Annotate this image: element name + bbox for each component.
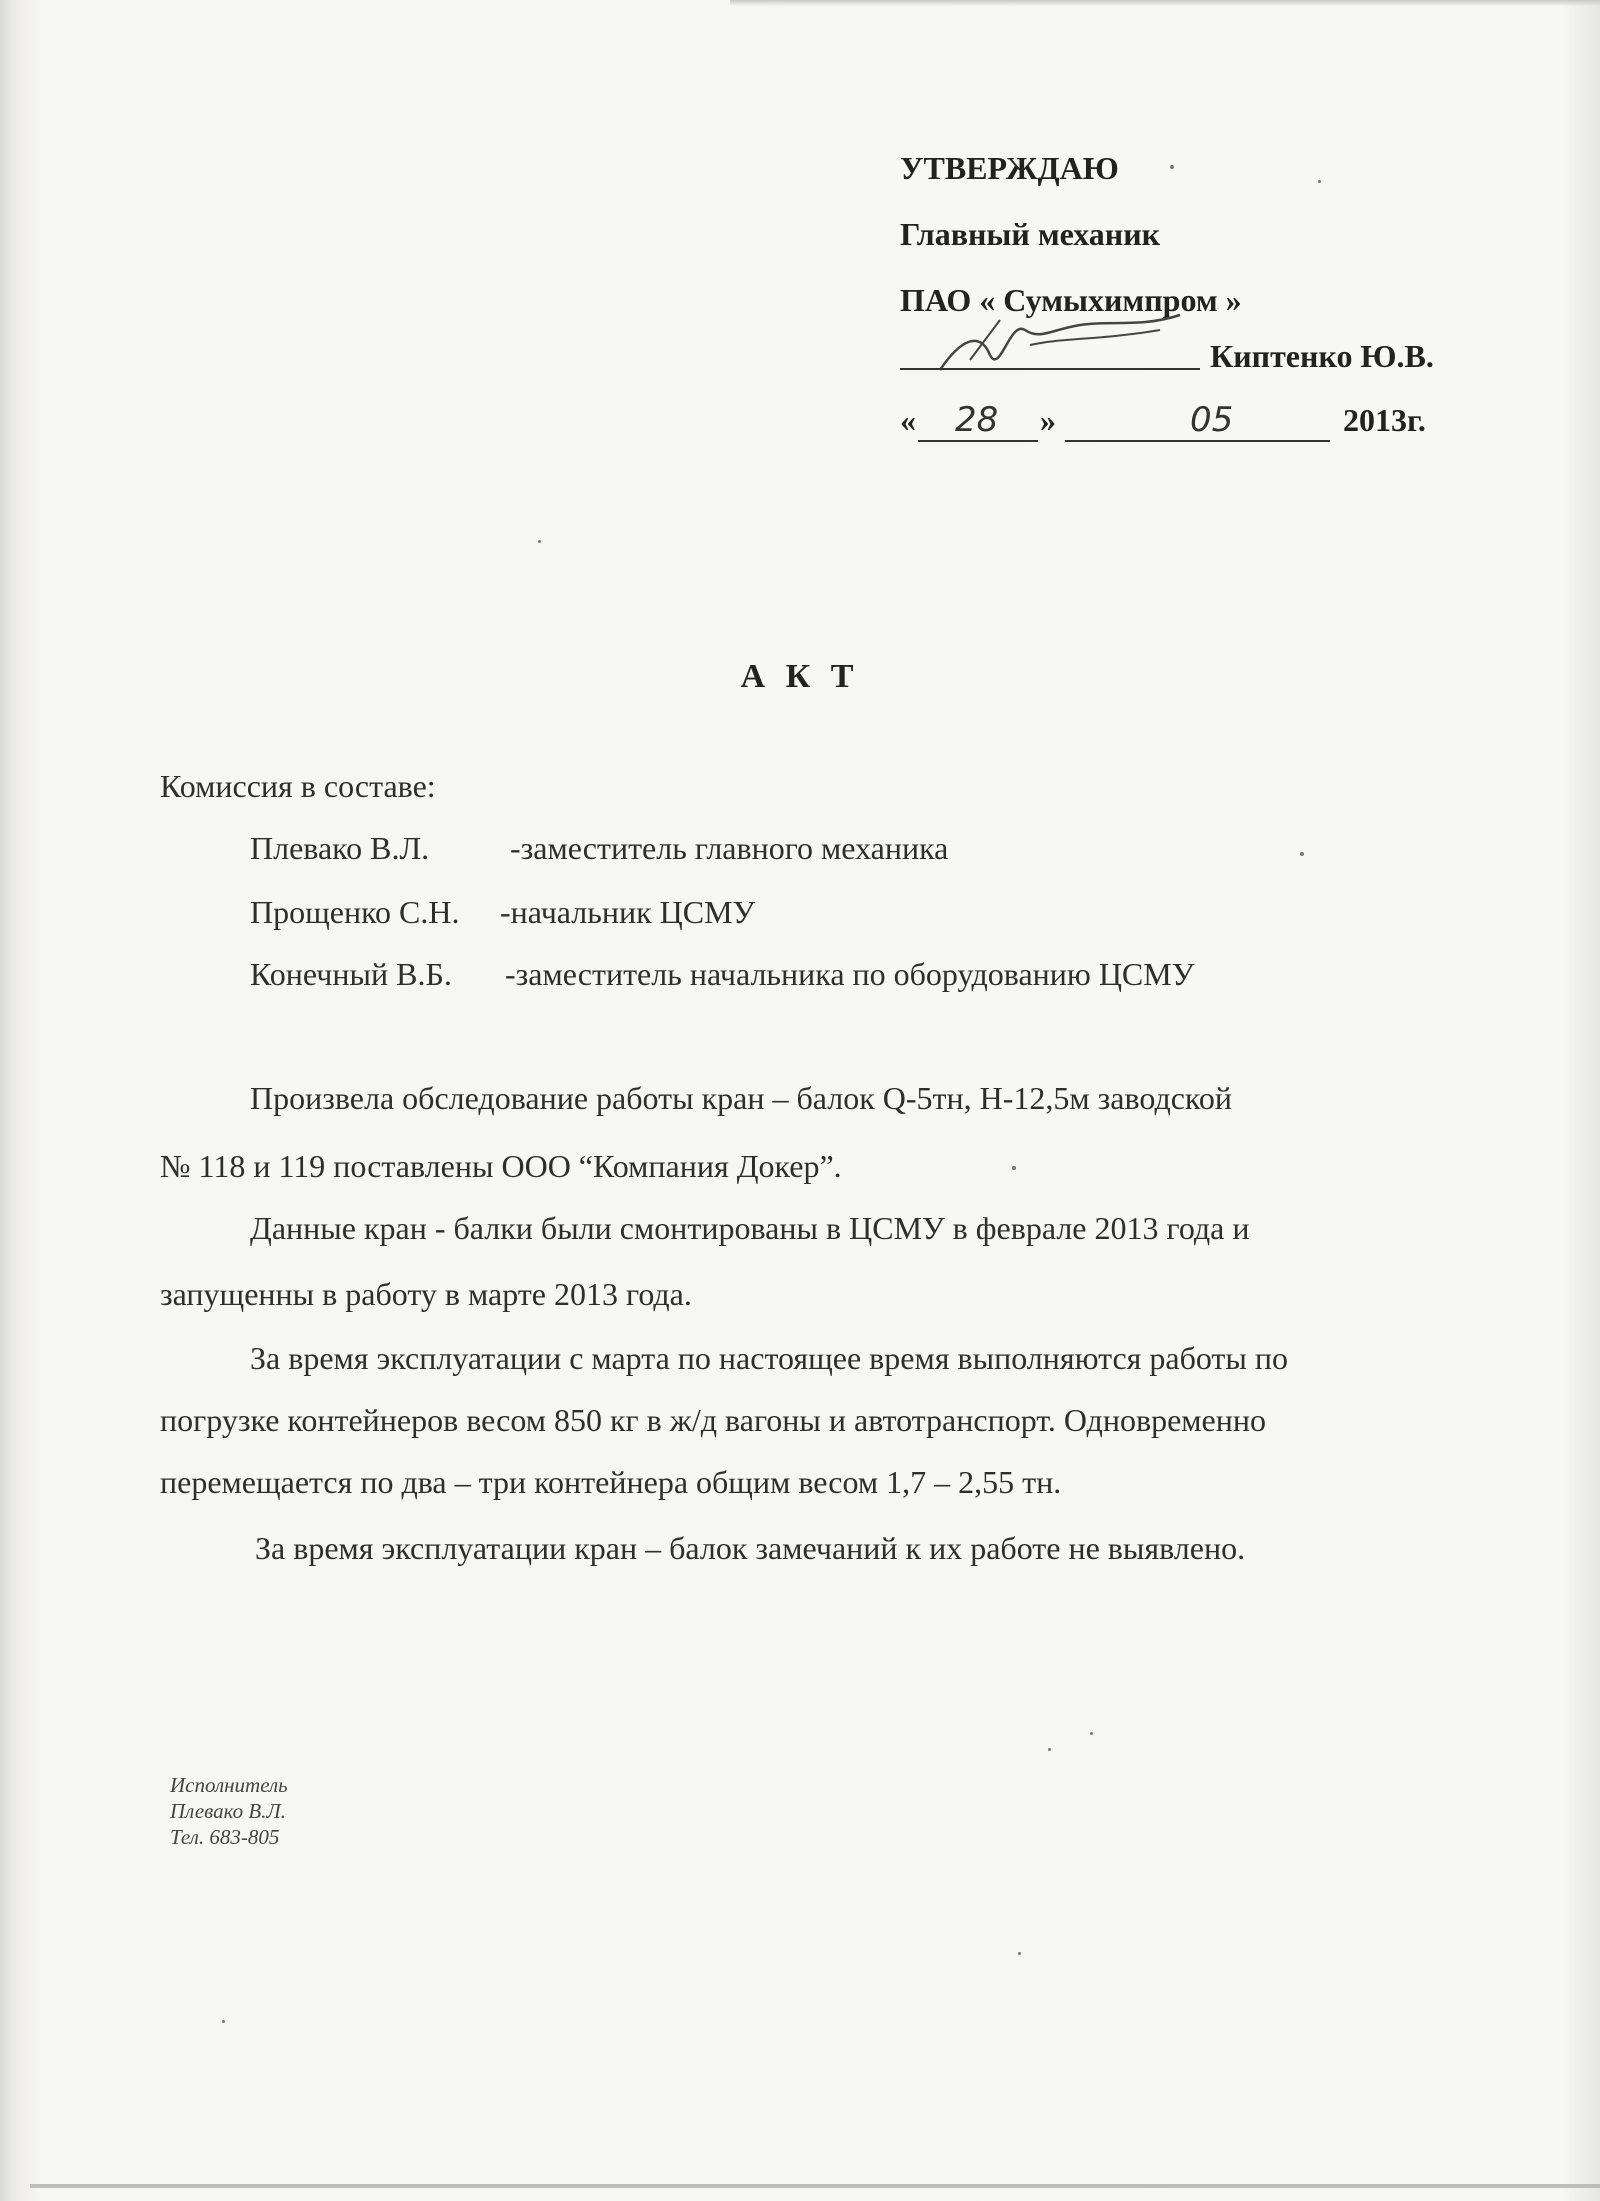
scan-speck xyxy=(1048,1748,1051,1751)
scan-speck xyxy=(1318,180,1321,183)
date-year: 2013г. xyxy=(1343,402,1426,438)
scan-speck xyxy=(1090,1732,1093,1735)
date-month-line xyxy=(1065,440,1330,442)
member-name: Конечный В.Б. xyxy=(250,956,452,992)
date-day-line xyxy=(918,440,1038,442)
member-name: Плевако В.Л. xyxy=(250,830,430,866)
member-role: -заместитель начальника по оборудованию ЦСМУ xyxy=(505,956,1195,992)
date-month: 05 xyxy=(1190,400,1234,440)
executor-block xyxy=(170,1772,288,1850)
executor-label: Исполнитель xyxy=(170,1773,288,1797)
member-role: -начальник ЦСМУ xyxy=(500,894,756,930)
paragraph-line: За время эксплуатации с марта по настоящее время выполняются работы по xyxy=(250,1340,1289,1376)
scan-speck xyxy=(1018,1952,1021,1955)
scan-edge-bottom xyxy=(30,2184,1600,2188)
scan-speck xyxy=(1300,852,1304,856)
member-role: -заместитель главного механика xyxy=(510,830,949,866)
paragraph-line: Произвела обследование работы кран – балок Q-5тн, Н-12,5м заводской xyxy=(250,1080,1232,1116)
executor-name: Плевако В.Л. xyxy=(170,1799,286,1823)
paragraph-line: запущенны в работу в марте 2013 года. xyxy=(160,1276,692,1312)
paragraph-line: погрузке контейнеров весом 850 кг в ж/д вагоны и автотранспорт. Одновременно xyxy=(160,1402,1266,1438)
scan-speck xyxy=(1170,165,1174,169)
paragraph-line: Данные кран - балки были смонтированы в ЦСМУ в феврале 2013 года и xyxy=(250,1210,1250,1246)
scan-speck xyxy=(1012,1166,1016,1170)
date-close-quote: » xyxy=(1040,402,1056,438)
paragraph-line: За время эксплуатации кран – балок замечаний к их работе не выявлено. xyxy=(255,1530,1246,1566)
paragraph-line: перемещается по два – три контейнера общим весом 1,7 – 2,55 тн. xyxy=(160,1464,1062,1500)
executor-phone: Тел. 683-805 xyxy=(170,1825,280,1849)
approval-signatory: Киптенко Ю.В. xyxy=(1210,338,1434,374)
date-day: 28 xyxy=(955,400,999,440)
approval-heading: УТВЕРЖДАЮ xyxy=(900,150,1119,186)
approval-organization: ПАО « Сумыхимпром » xyxy=(900,282,1242,318)
commission-intro: Комиссия в составе: xyxy=(160,768,436,804)
paragraph-line: № 118 и 119 поставлены ООО “Компания Докер”. xyxy=(160,1148,842,1184)
document-title: А К Т xyxy=(740,658,860,695)
signature-line xyxy=(900,368,1200,370)
date-open-quote: « xyxy=(900,402,916,438)
approval-position: Главный механик xyxy=(900,216,1161,252)
member-name: Прощенко С.Н. xyxy=(250,894,460,930)
scan-speck xyxy=(538,540,541,543)
scan-speck xyxy=(222,2020,225,2023)
scan-edge-top xyxy=(730,0,1600,6)
